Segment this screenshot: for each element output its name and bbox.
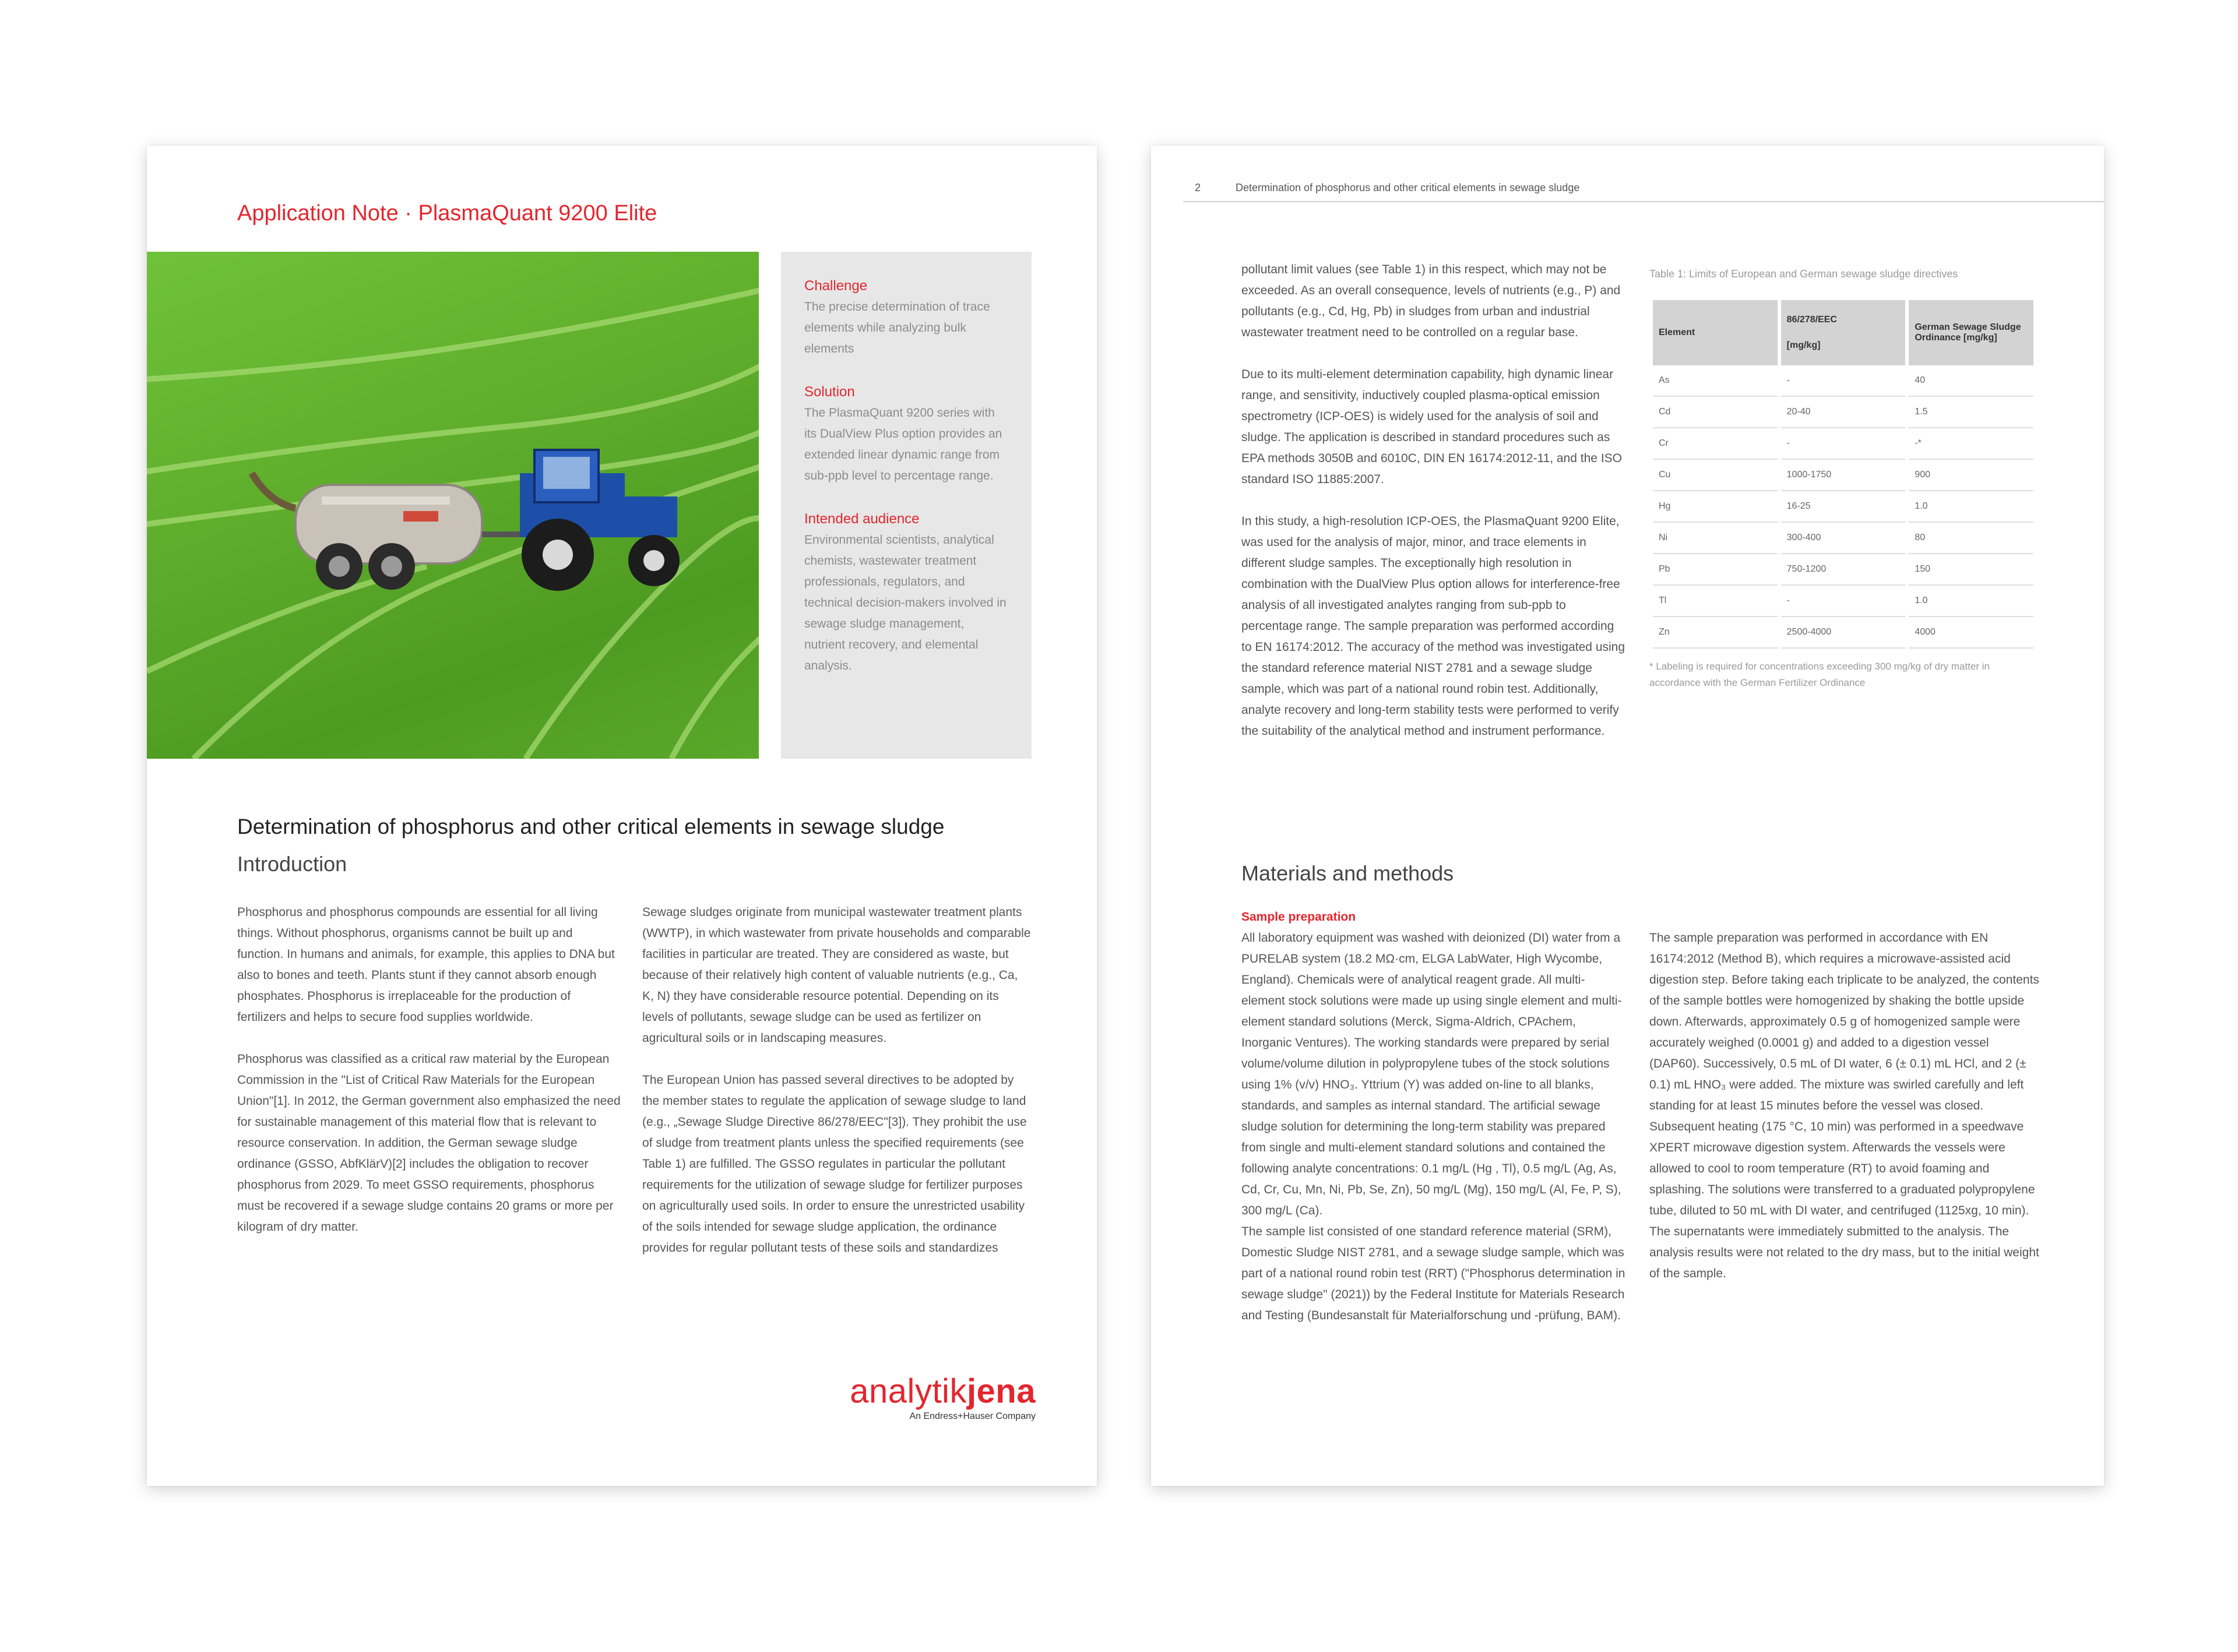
body-paragraph: The sample list consisted of one standard reference material (SRM), Domestic Sludge NIST 2781, and a sewage sludge sample, which was part of a national round robin test (RRT) ("Phosphorus determination in sewage sludge" (2021)) by the Federal Institute for Materials Research and Testing (Bundesanstalt für Materialforschung und -prüfung, BAM).	[1241, 1225, 1625, 1322]
document-page-2	[1151, 146, 2104, 1486]
limits-table	[1649, 300, 2037, 649]
table-cell-eu: 20-40	[1781, 397, 1906, 428]
table-footnote: * Labeling is required for concentrations exceeding 300 mg/kg of dry matter in accordance with the German Fertilizer Ordinance	[1649, 661, 1990, 688]
table-cell-el: Cr	[1653, 428, 1778, 460]
table-cell-eu: -	[1781, 586, 1906, 617]
table-cell-eu: -	[1781, 428, 1906, 460]
table-cell-eu: 1000-1750	[1781, 460, 1906, 491]
table-cell-el: Hg	[1653, 491, 1778, 523]
body-paragraph: The sample preparation was performed in accordance with EN 16174:2012 (Method B), which requires a microwave-assisted acid digestion step. Before taking each triplicate to be analyzed, the contents of the sample bottles were homogenized by shaking the bottle upside down. Afterwards, approximately 0.5 g of homogenized sample were accurately weighed (0.0001 g) and added to a digestion vessel (DAP60). Successively, 0.5 mL of DI water, 6 (± 0.1) mL HCl, and 2 (± 0.1) mL HNO₃ were added. The mixture was swirled carefully and left standing for at least 15 minutes before the vessel was closed.	[1649, 931, 2039, 1112]
challenge-heading: Challenge	[804, 278, 868, 294]
header-eu-directive	[1781, 300, 1906, 365]
materials-methods-heading: Materials and methods	[1241, 861, 1454, 885]
tractor-field-photo	[147, 252, 759, 759]
table-cell-de: 1.0	[1909, 491, 2033, 523]
document-title: Determination of phosphorus and other critical elements in sewage sludge	[237, 815, 945, 839]
table-cell-el: Cd	[1653, 397, 1778, 428]
table-cell-el: Zn	[1653, 617, 1778, 649]
table-cell-de: 1.0	[1909, 586, 2033, 617]
table-row	[1653, 617, 2033, 649]
logo-subline: An Endress+Hauser Company	[909, 1411, 1036, 1421]
page-number: 2	[1195, 182, 1201, 193]
analytik-jena-logo	[826, 1374, 1036, 1422]
table-cell-el: As	[1653, 365, 1778, 397]
sample-preparation-heading: Sample preparation	[1241, 910, 1356, 924]
running-title: Determination of phosphorus and other critical elements in sewage sludge	[1236, 182, 1580, 193]
body-paragraph: All laboratory equipment was washed with deionized (DI) water from a PURELAB system (18.2 MΩ·cm, ELGA LabWater, High Wycombe, England). Chemicals were of analytical reagent grade. All multi-element stock solutions were made up using single element and multi-element standard solutions (Merck, Sigma-Aldrich, CPAchem, Inorganic Ventures). The working standards were prepared by serial volume/volume dilution in polypropylene tubes of the stock solutions using 1% (v/v) HNO₃. Yttrium (Y) was added on-line to all blanks, standards, and samples as internal standard. The artificial sewage sludge solution for determining the long-term stability was prepared from single and multi-element standard solutions and contained the following analyte concentrations: 0.1 mg/L (Hg , Tl), 0.5 mg/L (Ag, As, Cd, Cr, Cu, Mn, Ni, Pb, Se, Zn), 50 mg/L (Mg), 150 mg/L (Al, Fe, P, S), 300 mg/L (Ca).	[1241, 931, 1622, 1217]
table-header-row	[1653, 300, 2033, 365]
table-cell-el: Tl	[1653, 586, 1778, 617]
table-cell-de: 900	[1909, 460, 2033, 491]
table-row	[1653, 523, 2033, 554]
table-row	[1653, 460, 2033, 491]
header-german-ordinance: German Sewage Sludge Ordinance [mg/kg]	[1909, 300, 2033, 365]
intro-column-2	[642, 902, 1033, 1280]
table-cell-el: Pb	[1653, 554, 1778, 586]
table-cell-eu: 300-400	[1781, 523, 1906, 554]
page2-column-1	[1241, 259, 1626, 763]
table-row	[1653, 586, 2033, 617]
tractor	[520, 450, 680, 591]
logo-part-analytik: analytik	[850, 1372, 967, 1410]
introduction-heading: Introduction	[237, 852, 347, 876]
audience-text: Environmental scientists, analytical chemists, wastewater treatment professionals, regulators, and technical decision-makers involved in sewage sludge management, nutrient recovery, and elemental analysis.	[804, 533, 1007, 672]
intro-paragraph: The European Union has passed several directives to be adopted by the member states to regulate the application of sewage sludge to land (e.g., „Sewage Sludge Directive 86/278/EEC"[3]). They prohibit the use of sludge from treatment plants unless the specified requirements (see Table 1) are fulfilled. The GSSO regulates in particular the pollutant requirements for the utilization of sewage sludge for fertilizer purposes on agriculturally used soils. In order to ensure the unrestricted usability of the soils intended for sewage sludge application, the ordinance provides for regular pollutant tests of these soils and standardizes	[642, 1073, 1027, 1255]
summary-sidebox	[781, 252, 1032, 759]
solution-heading: Solution	[804, 384, 855, 400]
page2-column-a	[1241, 928, 1626, 1347]
challenge-text: The precise determination of trace elements while analyzing bulk elements	[804, 300, 990, 355]
table-row	[1653, 428, 2033, 460]
table-row	[1653, 491, 2033, 523]
solution-text: The PlasmaQuant 9200 series with its DualView Plus option provides an extended linear dynamic range from sub-ppb level to percentage range.	[804, 406, 1002, 482]
table-body	[1653, 365, 2033, 649]
table-cell-el: Ni	[1653, 523, 1778, 554]
table-cell-de: 80	[1909, 523, 2033, 554]
table-row	[1653, 365, 2033, 397]
table-cell-de: 150	[1909, 554, 2033, 586]
application-note-title: Application Note · PlasmaQuant 9200 Elite	[237, 201, 657, 226]
body-paragraph: Due to its multi-element determination capability, high dynamic linear range, and sensitivity, inductively coupled plasma-optical emission spectrometry (ICP-OES) is widely used for the analysis of soil and sludge. The application is described in standard procedures such as EPA methods 3050B and 6010C, DIN EN 16174:2012-11, and the ISO standard ISO 11885:2007.	[1241, 368, 1622, 486]
body-paragraph: pollutant limit values (see Table 1) in this respect, which may not be exceeded. As an overall consequence, levels of nutrients (e.g., P) and pollutants (e.g., Cd, Hg, Pb) in sludges from urban and industrial wastewater treatment need to be controlled on a regular base.	[1241, 263, 1621, 339]
intro-paragraph: Phosphorus and phosphorus compounds are essential for all living things. Without phosphorus, organisms cannot be built up and function. In humans and animals, for example, this applies to DNA but also to bones and teeth. Plants stunt if they cannot absorb enough phosphates. Phosphorus is irreplaceable for the production of fertilizers and helps to secure food supplies worldwide.	[237, 906, 615, 1024]
intro-paragraph: Sewage sludges originate from municipal wastewater treatment plants (WWTP), in which wastewater from private households and comparable facilities in particular are treated. They are considered as waste, but because of their relatively high content of valuable nutrients (e.g., Ca, K, N) they have considerable resource potential. Depending on its levels of pollutants, sewage sludge can be used as fertilizer on agricultural soils or in landscaping measures.	[642, 906, 1031, 1045]
table-cell-de: 4000	[1909, 617, 2033, 649]
logo-wordmark	[826, 1374, 1036, 1409]
audience-heading: Intended audience	[804, 511, 920, 527]
table-cell-eu: 2500-4000	[1781, 617, 1906, 649]
table-cell-de: -*	[1909, 428, 2033, 460]
table-row	[1653, 554, 2033, 586]
table-cell-eu: 16-25	[1781, 491, 1906, 523]
logo-part-jena: jena	[966, 1372, 1036, 1410]
running-header	[1195, 182, 1579, 194]
table-cell-eu: 750-1200	[1781, 554, 1906, 586]
tanker-trailer	[252, 473, 529, 590]
document-page-1	[147, 146, 1097, 1486]
body-paragraph: In this study, a high-resolution ICP-OES, the PlasmaQuant 9200 Elite, was used for the analysis of major, minor, and trace elements in different sludge samples. The exceptionally high resolution in combination with the DualView Plus option allows for interference-free analysis of all investigated analytes ranging from sub-ppb to percentage range. The sample preparation was performed according to EN 16174:2012. The accuracy of the method was investigated using the standard reference material NIST 2781 and a sewage sludge sample, which was part of a national round robin test. Additionally, analyte recovery and long-term stability tests were performed to verify the suitability of the analytical method and instrument performance.	[1241, 515, 1625, 738]
header-element: Element	[1653, 300, 1778, 365]
header-eu-line2: [mg/kg]	[1786, 340, 1821, 350]
tractor-field-illustration	[147, 252, 759, 759]
intro-column-1	[237, 902, 622, 1259]
table-row	[1653, 397, 2033, 428]
table-cell-de: 1.5	[1909, 397, 2033, 428]
header-rule	[1183, 201, 2104, 202]
page2-column-b	[1649, 928, 2040, 1305]
body-paragraph: Subsequent heating (175 °C, 10 min) was performed in a speedwave XPERT microwave digestion system. Afterwards the vessels were allowed to cool to room temperature (RT) to avoid foaming and splashing. The solutions were transferred to a graduated polypropylene tube, diluted to 50 mL with DI water, and centrifuged (1125xg, 10 min). The supernatants were immediately submitted to the analysis. The analysis results were not related to the dry mass, but to the initial weight of the sample.	[1649, 1120, 2039, 1280]
header-eu-line1: 86/278/EEC	[1786, 315, 1837, 325]
table-caption: Table 1: Limits of European and German sewage sludge directives	[1649, 268, 1958, 280]
table-cell-de: 40	[1909, 365, 2033, 397]
intro-paragraph: Phosphorus was classified as a critical raw material by the European Commission in the "List of Critical Raw Materials for the European Union"[1]. In 2012, the German government also emphasized the need for sustainable management of this material flow that is relevant to resource conservation. In addition, the German sewage sludge ordinance (GSSO, AbfKlärV)[2] includes the obligation to recover phosphorus from 2029. To meet GSSO requirements, phosphorus must be recovered if a sewage sludge contains 20 grams or more per kilogram of dry matter.	[237, 1052, 621, 1234]
table-cell-el: Cu	[1653, 460, 1778, 491]
table-cell-eu: -	[1781, 365, 1906, 397]
